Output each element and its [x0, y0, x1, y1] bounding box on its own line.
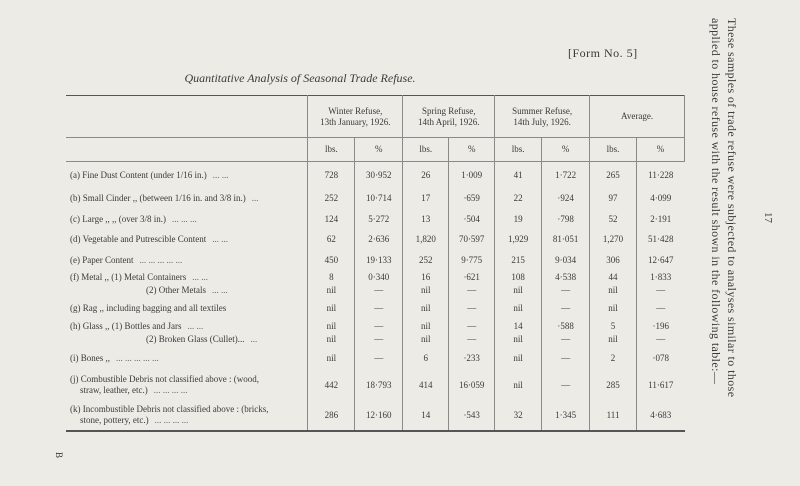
- cell-value: 286: [308, 400, 355, 431]
- cell-value: 265: [590, 162, 637, 189]
- cell-value: 16·059: [449, 370, 495, 400]
- column-header-winter: Winter Refuse, 13th January, 1926.: [308, 96, 403, 138]
- cell-value: 97: [590, 188, 637, 209]
- row-label: (2) Other Metals ... ...: [146, 285, 228, 295]
- cell-value: 728: [308, 162, 355, 189]
- column-header-spring: Spring Refuse, 14th April, 1926.: [403, 96, 495, 138]
- sub-header: lbs.: [308, 138, 355, 162]
- page-number: 17: [762, 212, 774, 223]
- cell-value: 285: [590, 370, 637, 400]
- cell-value: 14: [495, 320, 542, 333]
- cell-value: 306: [590, 250, 637, 271]
- cell-value: 442: [308, 370, 355, 400]
- cell-value: 1·009: [449, 162, 495, 189]
- cell-value: nil: [308, 333, 355, 346]
- cell-value: 215: [495, 250, 542, 271]
- cell-value: 5: [590, 320, 637, 333]
- row-label: (d) Vegetable and Putrescible Content ... ...: [70, 234, 229, 244]
- cell-value: nil: [590, 284, 637, 297]
- cell-value: 1,820: [403, 229, 449, 250]
- table-row: [66, 400, 685, 431]
- form-number: [Form No. 5]: [568, 46, 638, 60]
- cell-value: ·196: [637, 320, 685, 333]
- column-header-summer: Summer Refuse, 14th July, 1926.: [495, 96, 590, 138]
- side-note: These samples of trade refuse were subjected to analyses similar to those applied to house refuse with the result shown in the following table:—: [709, 18, 739, 398]
- cell-value: —: [449, 284, 495, 297]
- cell-value: 19·133: [355, 250, 403, 271]
- cell-value: ·659: [449, 188, 495, 209]
- cell-value: 14: [403, 400, 449, 431]
- table-row: [66, 320, 685, 333]
- sub-header: %: [449, 138, 495, 162]
- cell-value: 44: [590, 271, 637, 284]
- cell-value: —: [449, 320, 495, 333]
- table-row: [66, 250, 685, 271]
- cell-value: 70·597: [449, 229, 495, 250]
- cell-value: 18·793: [355, 370, 403, 400]
- header-blank: [66, 96, 308, 138]
- cell-value: 6: [403, 346, 449, 370]
- table-row: [66, 370, 685, 400]
- row-label: (b) Small Cinder ,, (between 1/16 in. and 3/8 in.) ...: [70, 193, 259, 203]
- cell-value: 414: [403, 370, 449, 400]
- table-title: Quantitative Analysis of Seasonal Trade Refuse.: [184, 71, 416, 85]
- cell-value: —: [542, 370, 590, 400]
- table-row: [66, 333, 685, 346]
- cell-value: ·588: [542, 320, 590, 333]
- cell-value: 8: [308, 271, 355, 284]
- cell-value: —: [355, 297, 403, 320]
- cell-value: —: [542, 297, 590, 320]
- cell-value: 4·099: [637, 188, 685, 209]
- cell-value: —: [637, 297, 685, 320]
- row-label: (c) Large ,, ,, (over 3/8 in.) ... ... ...: [70, 213, 197, 224]
- cell-value: —: [355, 284, 403, 297]
- cell-value: 30·952: [355, 162, 403, 189]
- row-label: (h) Glass ,, (1) Bottles and Jars ... ...: [70, 321, 204, 331]
- cell-value: —: [542, 346, 590, 370]
- cell-value: 124: [308, 209, 355, 229]
- cell-value: 13: [403, 209, 449, 229]
- cell-value: —: [542, 284, 590, 297]
- cell-value: 4·538: [542, 271, 590, 284]
- cell-value: 17: [403, 188, 449, 209]
- cell-value: 9·034: [542, 250, 590, 271]
- cell-value: 111: [590, 400, 637, 431]
- cell-value: nil: [308, 284, 355, 297]
- cell-value: 1,270: [590, 229, 637, 250]
- signature-mark: B: [54, 452, 64, 459]
- cell-value: 108: [495, 271, 542, 284]
- table-row: [66, 229, 685, 250]
- cell-value: 4·683: [637, 400, 685, 431]
- cell-value: ·233: [449, 346, 495, 370]
- cell-value: nil: [590, 333, 637, 346]
- cell-value: nil: [403, 284, 449, 297]
- cell-value: 12·160: [355, 400, 403, 431]
- cell-value: nil: [308, 320, 355, 333]
- cell-value: 11·617: [637, 370, 685, 400]
- sub-header: lbs.: [590, 138, 637, 162]
- cell-value: 0·340: [355, 271, 403, 284]
- sub-header: lbs.: [403, 138, 449, 162]
- analysis-table: [66, 95, 685, 432]
- cell-value: 12·647: [637, 250, 685, 271]
- cell-value: 1·722: [542, 162, 590, 189]
- cell-value: 5·272: [355, 209, 403, 229]
- cell-value: —: [355, 346, 403, 370]
- cell-value: 32: [495, 400, 542, 431]
- cell-value: ·078: [637, 346, 685, 370]
- cell-value: 11·228: [637, 162, 685, 189]
- cell-value: —: [355, 320, 403, 333]
- cell-value: 52: [590, 209, 637, 229]
- cell-value: 2·636: [355, 229, 403, 250]
- cell-value: 2: [590, 346, 637, 370]
- cell-value: 450: [308, 250, 355, 271]
- cell-value: —: [449, 297, 495, 320]
- cell-value: 41: [495, 162, 542, 189]
- cell-value: nil: [495, 370, 542, 400]
- cell-value: nil: [308, 346, 355, 370]
- cell-value: nil: [308, 297, 355, 320]
- cell-value: ·798: [542, 209, 590, 229]
- row-label: (j) Combustible Debris not classified above : (wood, straw, leather, etc.) ... ... ... ...: [70, 374, 259, 395]
- cell-value: ·621: [449, 271, 495, 284]
- row-label: (2) Broken Glass (Cullet)... ...: [146, 334, 258, 344]
- cell-value: 1·833: [637, 271, 685, 284]
- cell-value: 81·051: [542, 229, 590, 250]
- row-label: (a) Fine Dust Content (under 1/16 in.) ... ...: [70, 169, 229, 180]
- cell-value: 10·714: [355, 188, 403, 209]
- cell-value: 252: [308, 188, 355, 209]
- cell-value: —: [542, 333, 590, 346]
- cell-value: —: [637, 333, 685, 346]
- table-row: [66, 271, 685, 284]
- cell-value: 62: [308, 229, 355, 250]
- cell-value: 1·345: [542, 400, 590, 431]
- cell-value: 19: [495, 209, 542, 229]
- cell-value: nil: [495, 297, 542, 320]
- table-row: [66, 209, 685, 229]
- table-row: [66, 346, 685, 370]
- cell-value: 252: [403, 250, 449, 271]
- row-label: (g) Rag ,, including bagging and all textiles: [70, 303, 227, 313]
- cell-value: nil: [403, 333, 449, 346]
- sub-header: lbs.: [495, 138, 542, 162]
- cell-value: 22: [495, 188, 542, 209]
- cell-value: nil: [495, 333, 542, 346]
- cell-value: nil: [495, 284, 542, 297]
- cell-value: —: [449, 333, 495, 346]
- sub-header: %: [637, 138, 685, 162]
- cell-value: nil: [590, 297, 637, 320]
- cell-value: 16: [403, 271, 449, 284]
- row-label: (e) Paper Content ... ... ... ... ...: [70, 255, 183, 265]
- cell-value: nil: [403, 320, 449, 333]
- sub-header: %: [542, 138, 590, 162]
- cell-value: ·543: [449, 400, 495, 431]
- table-row: [66, 188, 685, 209]
- cell-value: 9·775: [449, 250, 495, 271]
- cell-value: 26: [403, 162, 449, 189]
- row-label: (i) Bones ,, ... ... ... ... ...: [70, 352, 159, 363]
- cell-value: 1,929: [495, 229, 542, 250]
- table-row: [66, 162, 685, 189]
- cell-value: nil: [403, 297, 449, 320]
- cell-value: ·924: [542, 188, 590, 209]
- table-body: [66, 162, 685, 432]
- table-row: [66, 297, 685, 320]
- cell-value: ·504: [449, 209, 495, 229]
- sub-header: %: [355, 138, 403, 162]
- cell-value: nil: [495, 346, 542, 370]
- cell-value: 2·191: [637, 209, 685, 229]
- cell-value: —: [355, 333, 403, 346]
- table-row: [66, 284, 685, 297]
- row-label: (k) Incombustible Debris not classified above : (bricks, stone, pottery, etc.) ... ... ... ...: [70, 404, 269, 425]
- column-header-average: Average.: [590, 96, 685, 138]
- cell-value: —: [637, 284, 685, 297]
- cell-value: 51·428: [637, 229, 685, 250]
- row-label: (f) Metal ,, (1) Metal Containers ... ...: [70, 272, 208, 282]
